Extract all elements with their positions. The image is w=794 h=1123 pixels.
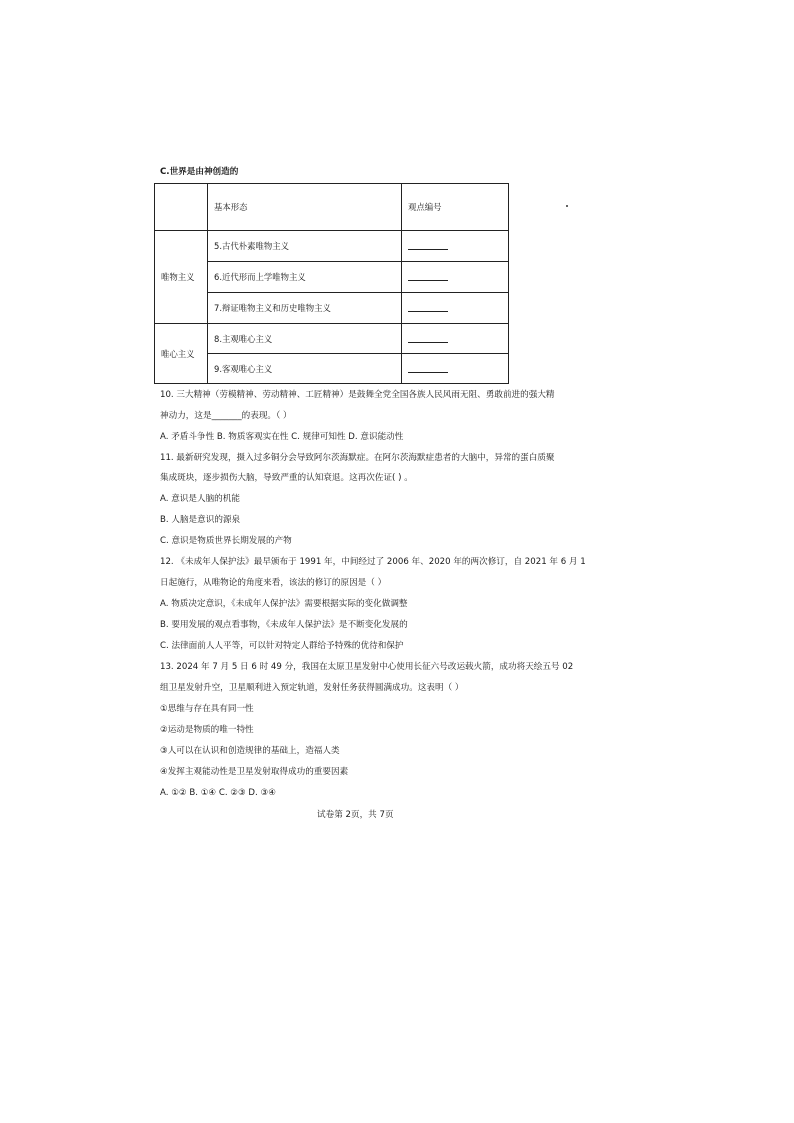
- q11-stem-line1: 11. 最新研究发现，摄入过多铜分会导致阿尔茨海默症。在阿尔茨海默症患者的大脑中，异常的蛋白质聚: [160, 453, 555, 463]
- table-row-label: 7.辩证唯物主义和历史唯物主义: [208, 293, 402, 324]
- table-header-number: 观点编号: [402, 184, 509, 231]
- table-row-label: 8.主观唯心主义: [208, 324, 402, 354]
- q13-item-4: ④发挥主观能动性是卫星发射取得成功的重要因素: [160, 767, 349, 777]
- q11-stem-line2: 集成斑块，逐步损伤大脑，导致严重的认知衰退。这再次佐证( ) 。: [160, 473, 413, 483]
- q13-item-3: ③人可以在认识和创造规律的基础上，造福人类: [160, 746, 340, 756]
- table-group-idealism: 唯心主义: [155, 324, 208, 384]
- table-header-form: 基本形态: [208, 184, 402, 231]
- q13-item-1: ①思维与存在具有同一性: [160, 704, 254, 714]
- answer-blank-8[interactable]: [402, 324, 509, 354]
- answer-blank-9[interactable]: [402, 354, 509, 384]
- q11-option-b[interactable]: B. 人脑是意识的源泉: [160, 515, 241, 525]
- option-c-text: C.世界是由神创造的: [160, 167, 239, 177]
- answer-blank-5[interactable]: [402, 231, 509, 262]
- q13-item-2: ②运动是物质的唯一特性: [160, 725, 254, 735]
- answer-blank-7[interactable]: [402, 293, 509, 324]
- q12-option-b[interactable]: B. 要用发展的观点看事物，《未成年人保护法》是不断变化发展的: [160, 620, 408, 630]
- table-group-materialism: 唯物主义: [155, 231, 208, 324]
- q13-answer-options[interactable]: A. ①② B. ①④ C. ②③ D. ③④: [160, 788, 276, 798]
- table-header-empty: [155, 184, 208, 231]
- q10-options[interactable]: A. 矛盾斗争性 B. 物质客观实在性 C. 规律可知性 D. 意识能动性: [160, 432, 404, 442]
- q10-stem-line2: 神动力，这是_______的表现。（ ）: [160, 411, 292, 421]
- q11-option-c[interactable]: C. 意识是物质世界长期发展的产物: [160, 536, 292, 546]
- table-row-label: 5.古代朴素唯物主义: [208, 231, 402, 262]
- table-row-label: 6.近代形而上学唯物主义: [208, 262, 402, 293]
- q12-stem-line1: 12. 《未成年人保护法》最早颁布于 1991 年，中间经过了 2006 年、2020 年的两次修订，自 2021 年 6 月 1: [160, 557, 586, 567]
- answer-blank-6[interactable]: [402, 262, 509, 293]
- viewpoint-table: [154, 183, 509, 384]
- scan-dot: [566, 205, 568, 207]
- q11-option-a[interactable]: A. 意识是人脑的机能: [160, 494, 240, 504]
- q12-option-c[interactable]: C. 法律面前人人平等，可以针对特定人群给予特殊的优待和保护: [160, 641, 404, 651]
- page-footer: 试卷第 2页，共 7页: [317, 810, 394, 820]
- q12-stem-line2: 日起施行，从唯物论的角度来看，该法的修订的原因是（ ）: [160, 578, 387, 588]
- q13-stem-line1: 13. 2024 年 7 月 5 日 6 时 49 分，我国在太原卫星发射中心使用长征六号改运载火箭，成功将天绘五号 02: [160, 662, 574, 672]
- table-row-label: 9.客观唯心主义: [208, 354, 402, 384]
- q10-stem-line1: 10. 三大精神（劳模精神、劳动精神、工匠精神）是鼓舞全党全国各族人民风雨无阻、勇敢前进的强大精: [160, 390, 555, 400]
- q12-option-a[interactable]: A. 物质决定意识，《未成年人保护法》需要根据实际的变化做调整: [160, 599, 408, 609]
- q13-stem-line2: 组卫星发射升空，卫星顺利进入预定轨道，发射任务获得圆满成功。这表明（ ）: [160, 683, 464, 693]
